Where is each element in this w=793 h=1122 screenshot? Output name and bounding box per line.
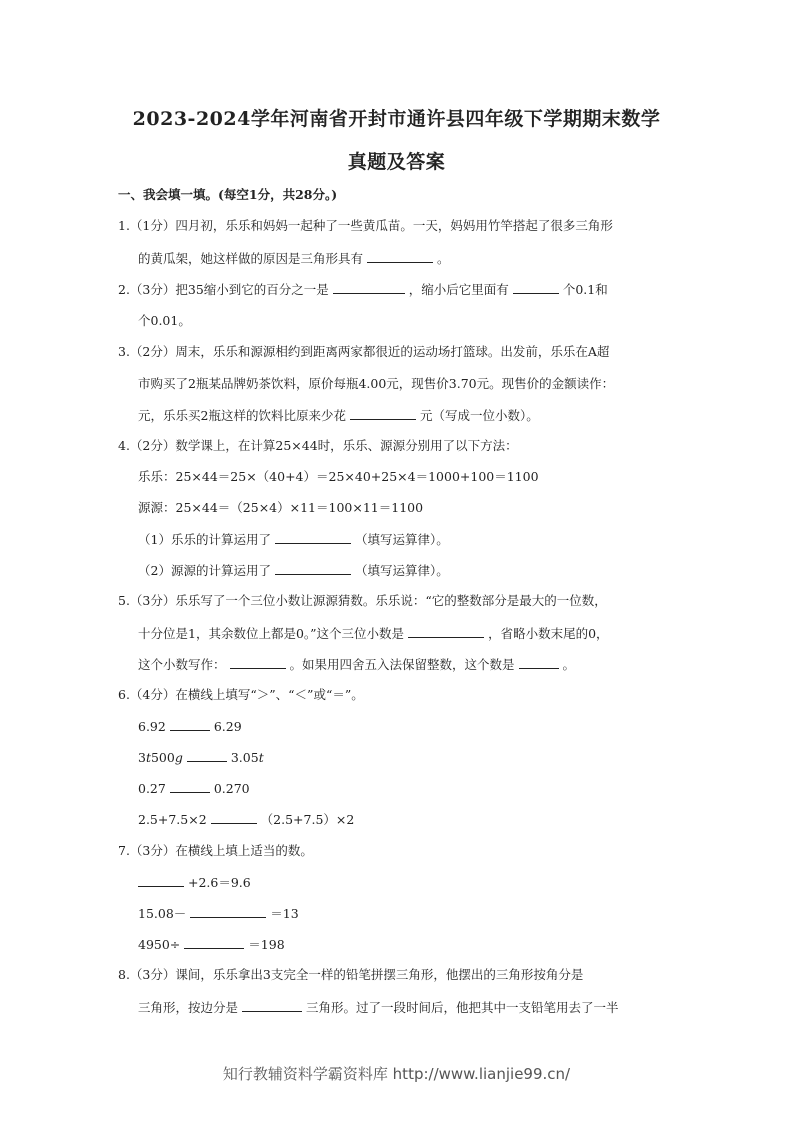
- q6-r3-left: 0.27: [138, 781, 166, 796]
- q5-line1: 5.（3分）乐乐写了一个三位小数让源源猜数。乐乐说：“它的整数部分是最大的一位数，: [118, 593, 607, 608]
- q7-row1: [138, 874, 251, 891]
- q7-r3-blank[interactable]: [184, 936, 244, 949]
- q2-line2: 个0.01。: [138, 313, 191, 328]
- q7-r3-right: ＝198: [248, 937, 285, 952]
- q3-text: 元，乐乐买2瓶这样的饮料比原来少花: [138, 408, 346, 423]
- q2-text: 2.（3分）把35缩小到它的百分之一是: [118, 282, 329, 297]
- q3-blank[interactable]: [350, 407, 416, 420]
- q4-sub2-blank[interactable]: [275, 562, 351, 575]
- q6-r3-blank[interactable]: [170, 780, 210, 793]
- q4-sub1-blank[interactable]: [275, 531, 351, 544]
- q2-end: 个0.1和: [562, 282, 608, 297]
- q5-blank-1[interactable]: [408, 625, 484, 638]
- q4-sub2: [138, 562, 449, 579]
- q5-blank-2[interactable]: [230, 656, 286, 669]
- q7-line1: 7.（3分）在横线上填上适当的数。: [118, 843, 313, 858]
- q3-end: 元（写成一位小数）。: [419, 408, 539, 423]
- q5-line3: [138, 656, 575, 673]
- doc-title-line2: 真题及答案: [347, 151, 446, 173]
- q4-lele-method: 乐乐：25×44＝25×（40+4）＝25×40+25×4＝1000+100＝1100: [138, 469, 539, 484]
- q6-r2-unit3: t: [258, 750, 264, 765]
- doc-title-line1: 2023-2024学年河南省开封市通许县四年级下学期期末数学: [132, 108, 661, 130]
- q7-r2-blank[interactable]: [190, 905, 266, 918]
- q4-sub1: [138, 531, 449, 548]
- q2-line1: [118, 281, 608, 298]
- q4-line1: 4.（2分）数学课上，在计算25×44时，乐乐、源源分别用了以下方法：: [118, 438, 518, 453]
- q6-r4-blank[interactable]: [211, 811, 257, 824]
- q5-text-2: 这个小数写作：: [138, 657, 226, 672]
- q1-text: 的黄瓜架，她这样做的原因是三角形具有: [138, 251, 364, 266]
- q7-r1-blank[interactable]: [138, 874, 184, 887]
- q2-blank-1[interactable]: [333, 281, 405, 294]
- q5-mid-2: 。如果用四舍五入法保留整数，这个数是: [289, 657, 515, 672]
- page-footer: 知行教辅资料学霸资料库 http://www.lianjie99.cn/: [222, 1065, 571, 1083]
- q5-end: 。: [562, 657, 576, 672]
- q6-r2-unit2: g: [174, 750, 183, 765]
- q6-line1: 6.（4分）在横线上填写“＞”、“＜”或“＝”。: [118, 687, 364, 702]
- q8-end: 三角形。过了一段时间后，他把其中一支铅笔用去了一半: [306, 1000, 619, 1015]
- q7-row3: [138, 936, 285, 953]
- q2-blank-2[interactable]: [513, 281, 559, 294]
- section-heading: 一、我会填一填。(每空1分，共28分。): [118, 187, 338, 202]
- q6-r1-left: 6.92: [138, 719, 166, 734]
- q2-mid: ，缩小后它里面有: [408, 282, 509, 297]
- q6-row4: [138, 811, 354, 828]
- q3-line3: [138, 407, 539, 424]
- q7-r1-text: +2.6＝9.6: [188, 875, 251, 890]
- q6-r2-unit1: t: [145, 750, 151, 765]
- q6-r4-left: 2.5+7.5×2: [138, 812, 207, 827]
- q6-row3: [138, 780, 250, 797]
- q6-r4-right: （2.5+7.5）×2: [260, 812, 355, 827]
- q5-blank-3[interactable]: [519, 656, 559, 669]
- q6-r3-right: 0.270: [213, 781, 250, 796]
- q3-line2: 市购买了2瓶某品牌奶茶饮料，原价每瓶4.00元，现售价3.70元。现售价的金额读作：: [138, 376, 615, 391]
- q8-line1: 8.（3分）课间，乐乐拿出3支完全一样的铅笔拼摆三角形，他摆出的三角形按角分是: [118, 967, 584, 982]
- q8-line2: [138, 999, 619, 1016]
- q6-r2-num2: 500: [150, 750, 175, 765]
- q6-row1: [138, 718, 242, 735]
- q1-end: 。: [437, 251, 450, 266]
- q7-r3-left: 4950÷: [138, 937, 181, 952]
- q1-answer-blank[interactable]: [367, 250, 433, 263]
- q7-row2: [138, 905, 299, 922]
- q3-line1: 3.（2分）周末，乐乐和源源相约到距离两家都很近的运动场打篮球。出发前，乐乐在A超: [118, 344, 610, 359]
- q6-r1-blank[interactable]: [170, 718, 210, 731]
- q6-r2-right: 3.05: [230, 750, 259, 765]
- q5-mid: ，省略小数末尾的0，: [488, 626, 609, 641]
- q4-sub1-end: （填写运算律）。: [354, 532, 449, 547]
- q6-r1-right: 6.29: [213, 719, 242, 734]
- q1-line1: 1.（1分）四月初，乐乐和妈妈一起种了一些黄瓜苗。一天，妈妈用竹竿搭起了很多三角形: [118, 218, 613, 233]
- q7-r2-left: 15.08－: [138, 906, 187, 921]
- q5-text: 十分位是1，其余数位上都是0。”这个三位小数是: [138, 626, 405, 641]
- q6-row2: [138, 749, 264, 766]
- q6-r2-blank[interactable]: [187, 749, 227, 762]
- q4-sub2-text: （2）源源的计算运用了: [138, 563, 271, 578]
- q8-text: 三角形，按边分是: [138, 1000, 239, 1015]
- q4-sub2-end: （填写运算律）。: [354, 563, 449, 578]
- q8-blank[interactable]: [242, 999, 302, 1012]
- q5-line2: [138, 625, 609, 642]
- q7-r2-right: ＝13: [270, 906, 299, 921]
- q1-line2: [138, 250, 450, 267]
- q4-sub1-text: （1）乐乐的计算运用了: [138, 532, 271, 547]
- q6-r2-num1: 3: [138, 750, 146, 765]
- q4-yuanyuan-method: 源源：25×44＝（25×4）×11＝100×11＝1100: [138, 500, 424, 515]
